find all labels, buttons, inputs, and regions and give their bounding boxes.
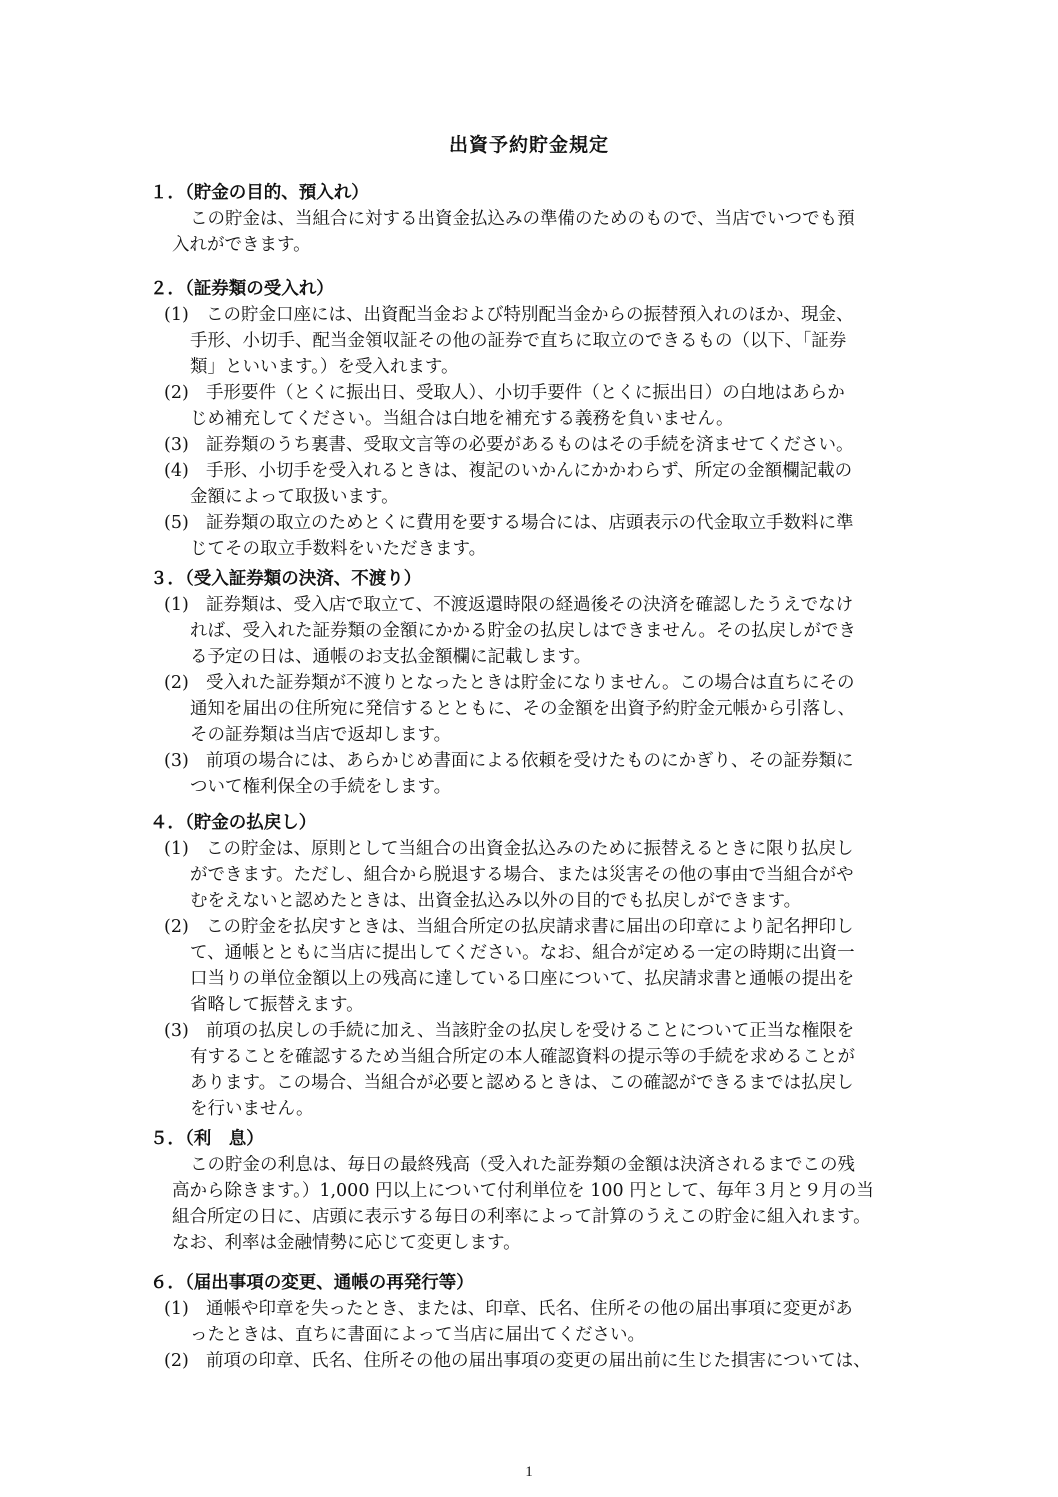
clause-item bbox=[150, 670, 910, 748]
clause-number: (1) bbox=[164, 1299, 189, 1319]
clause-line: 口当りの単位金額以上の残高に達している口座について、払戻請求書と通帳の提出を bbox=[190, 969, 855, 989]
clause-number: (1) bbox=[164, 595, 189, 615]
clause-item bbox=[150, 458, 910, 510]
clause-number: (3) bbox=[164, 1021, 189, 1041]
clause-number: (1) bbox=[164, 839, 189, 859]
clause-line: この貯金口座には、出資配当金および特別配当金からの振替預入れのほか、現金、 bbox=[206, 305, 854, 325]
clause-number: (3) bbox=[164, 435, 189, 455]
clause-line: あります。この場合、当組合が必要と認めるときは、この確認ができるまでは払戻し bbox=[190, 1073, 854, 1093]
clause-line: 通知を届出の住所宛に発信するとともに、その金額を出資予約貯金元帳から引落し、 bbox=[190, 699, 855, 719]
clause-item bbox=[150, 380, 910, 432]
clause-line: ついて権利保全の手続をします。 bbox=[190, 777, 452, 797]
clause-item bbox=[150, 592, 910, 670]
clause-line: じてその取立手数料をいただきます。 bbox=[190, 539, 487, 559]
clause-line: この貯金を払戻すときは、当組合所定の払戻請求書に届出の印章により記名押印し bbox=[206, 917, 854, 937]
clause-line: る予定の日は、通帳のお支払金額欄に記載します。 bbox=[190, 647, 592, 667]
document-title: 出資予約貯金規定 bbox=[448, 134, 609, 156]
section-1 bbox=[150, 180, 910, 258]
clause-item bbox=[150, 510, 910, 562]
section-heading: １．（貯金の目的、預入れ） bbox=[150, 183, 369, 203]
clause-line: 金額によって取扱います。 bbox=[190, 487, 399, 507]
page-number: 1 bbox=[525, 1464, 533, 1480]
paragraph-line: なお、利率は金融情勢に応じて変更します。 bbox=[172, 1233, 521, 1253]
clause-line: その証券類は当店で返却します。 bbox=[190, 725, 452, 745]
clause-number: (2) bbox=[164, 1351, 189, 1371]
section-4 bbox=[150, 810, 910, 1122]
clause-number: (4) bbox=[164, 461, 189, 481]
clause-line: 手形要件（とくに振出日、受取人）、小切手要件（とくに振出日）の白地はあらか bbox=[206, 383, 845, 403]
clause-line: じめ補充してください。当組合は白地を補充する義務を負いません。 bbox=[190, 409, 734, 429]
clause-line: て、通帳とともに当店に提出してください。なお、組合が定める一定の時期に出資一 bbox=[190, 943, 855, 963]
clause-line: 受入れた証券類が不渡りとなったときは貯金になりません。この場合は直ちにその bbox=[206, 673, 855, 693]
section-heading: ３．（受入証券類の決済、不渡り） bbox=[150, 569, 422, 589]
section-paragraph bbox=[150, 206, 910, 258]
clause-line: 手形、小切手、配当金領収証その他の証券で直ちに取立のできるもの（以下、「証券 bbox=[190, 331, 847, 351]
section-heading: ４．（貯金の払戻し） bbox=[150, 813, 317, 833]
clause-item bbox=[150, 748, 910, 800]
clause-number: (1) bbox=[164, 305, 189, 325]
clause-number: (2) bbox=[164, 673, 189, 693]
clause-line: 前項の印章、氏名、住所その他の届出事項の変更の届出前に生じた損害については、 bbox=[206, 1351, 871, 1371]
clause-line: むをえないと認めたときは、出資金払込み以外の目的でも払戻しができます。 bbox=[190, 891, 802, 911]
clause-number: (2) bbox=[164, 383, 189, 403]
clause-line: 手形、小切手を受入れるときは、複記のいかんにかかわらず、所定の金額欄記載の bbox=[206, 461, 853, 481]
clause-number: (5) bbox=[164, 513, 189, 533]
paragraph-line: この貯金の利息は、毎日の最終残高（受入れた証券類の金額は決済されるまでこの残 bbox=[190, 1155, 855, 1175]
paragraph-line: 高から除きます。）1,000 円以上について付利単位を 100 円として、毎年３月と９月の当 bbox=[172, 1181, 874, 1201]
clause-line: 類」といいます。）を受入れます。 bbox=[190, 357, 459, 377]
clause-item bbox=[150, 302, 910, 380]
paragraph-line: 組合所定の日に、店頭に表示する毎日の利率によって計算のうえこの貯金に組入れます。 bbox=[172, 1207, 871, 1227]
clause-line: 証券類は、受入店で取立て、不渡返還時限の経過後その決済を確認したうえでなけ bbox=[206, 595, 854, 615]
section-5 bbox=[150, 1126, 910, 1256]
paragraph-line: この貯金は、当組合に対する出資金払込みの準備のためのもので、当店でいつでも預 bbox=[190, 209, 855, 229]
clause-line: 前項の場合には、あらかじめ書面による依頼を受けたものにかぎり、その証券類に bbox=[206, 751, 854, 771]
section-2 bbox=[150, 276, 910, 562]
section-heading: ２．（証券類の受入れ） bbox=[150, 279, 334, 299]
section-3 bbox=[150, 566, 910, 800]
clause-line: 省略して振替えます。 bbox=[190, 995, 364, 1015]
clause-line: れば、受入れた証券類の金額にかかる貯金の払戻しはできません。その払戻しができ bbox=[190, 621, 857, 641]
clause-line: 証券類の取立のためとくに費用を要する場合には、店頭表示の代金取立手数料に準 bbox=[206, 513, 854, 533]
clause-item bbox=[150, 914, 910, 1018]
clause-item bbox=[150, 1296, 910, 1348]
clause-item bbox=[150, 1018, 910, 1122]
section-heading: ６．（届出事項の変更、通帳の再発行等） bbox=[150, 1273, 474, 1293]
clause-line: ができます。ただし、組合から脱退する場合、または災害その他の事由で当組合がや bbox=[190, 865, 854, 885]
clause-line: 通帳や印章を失ったとき、または、印章、氏名、住所その他の届出事項に変更があ bbox=[206, 1299, 853, 1319]
clause-line: 前項の払戻しの手続に加え、当該貯金の払戻しを受けることについて正当な権限を bbox=[206, 1021, 855, 1041]
clause-line: を行いません。 bbox=[190, 1099, 314, 1119]
clause-number: (3) bbox=[164, 751, 189, 771]
section-paragraph bbox=[150, 1152, 910, 1256]
section-heading: ５．（利 息） bbox=[150, 1129, 264, 1149]
section-6 bbox=[150, 1270, 910, 1374]
clause-number: (2) bbox=[164, 917, 189, 937]
clause-item bbox=[150, 1348, 910, 1374]
clause-item bbox=[150, 836, 910, 914]
clause-item bbox=[150, 432, 910, 458]
clause-line: この貯金は、原則として当組合の出資金払込みのために振替えるときに限り払戻し bbox=[206, 839, 854, 859]
paragraph-line: 入れができます。 bbox=[172, 235, 311, 255]
clause-line: 証券類のうち裏書、受取文言等の必要があるものはその手続を済ませてください。 bbox=[206, 435, 854, 455]
clause-line: 有することを確認するため当組合所定の本人確認資料の提示等の手続を求めることが bbox=[190, 1047, 855, 1067]
clause-line: ったときは、直ちに書面によって当店に届出てください。 bbox=[190, 1325, 645, 1345]
